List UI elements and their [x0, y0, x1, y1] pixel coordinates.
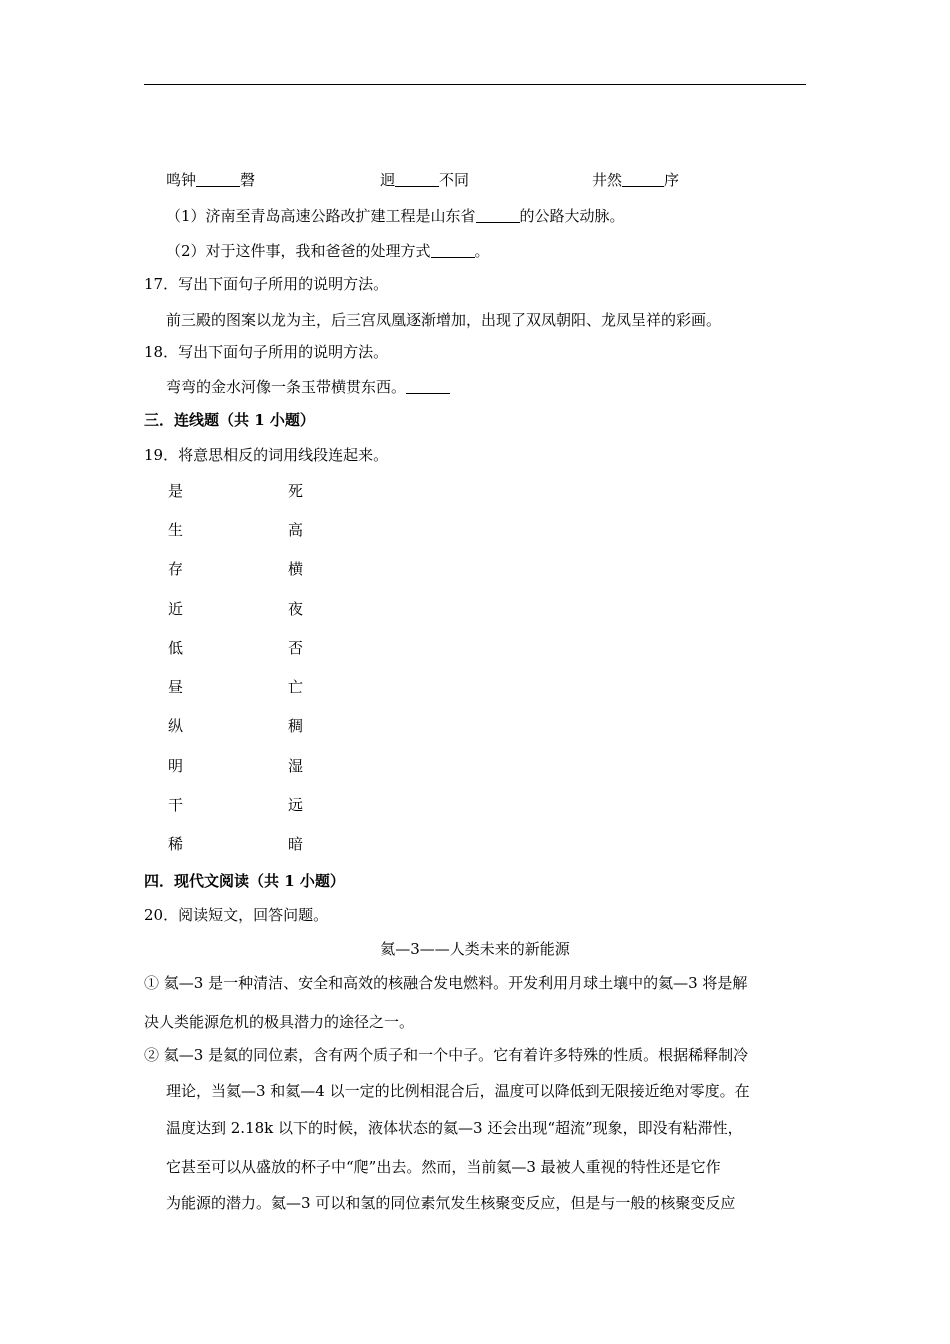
match-right-item[interactable]: 夜 — [288, 600, 304, 618]
paragraph-2-line: 它甚至可以从盛放的杯子中“爬”出去。然而，当前氦—3 最被人重视的特性还是它作 — [166, 1158, 721, 1176]
fill-item-1 — [166, 170, 255, 190]
fill-item-2-post: 不同 — [439, 171, 470, 189]
fill-blank[interactable] — [406, 379, 450, 394]
section-4-heading: 四．现代文阅读（共 1 小题） — [144, 872, 345, 890]
sentence-text: （2）对于这件事，我和爸爸的处理方式 — [166, 242, 431, 260]
match-right-item[interactable]: 高 — [288, 521, 304, 539]
fill-item-2-pre: 迥 — [380, 171, 396, 189]
fill-item-3 — [592, 170, 679, 190]
fill-blank[interactable] — [395, 172, 439, 187]
fill-item-2 — [380, 170, 469, 190]
sentence-text: （1）济南至青岛高速公路改扩建工程是山东省 — [166, 207, 476, 225]
fill-blank[interactable] — [622, 172, 664, 187]
paragraph-2-line: 为能源的潜力。氦—3 可以和氢的同位素氘发生核聚变反应，但是与一般的核聚变反应 — [166, 1194, 736, 1212]
q16-sentence-2 — [166, 241, 490, 261]
q17-title: 17．写出下面句子所用的说明方法。 — [144, 275, 389, 293]
match-right-item[interactable]: 横 — [288, 560, 304, 578]
match-left-item[interactable]: 稀 — [168, 835, 184, 853]
q18-text: 弯弯的金水河像一条玉带横贯东西。 — [166, 378, 407, 396]
fill-blank[interactable] — [476, 208, 520, 223]
header-rule — [144, 84, 806, 85]
match-right-item[interactable]: 亡 — [288, 678, 304, 696]
paragraph-2-line: ② 氦—3 是氦的同位素，含有两个质子和一个中子。它有着许多特殊的性质。根据稀释制冷 — [144, 1046, 749, 1064]
fill-item-1-post: 磬 — [240, 171, 256, 189]
fill-item-3-pre: 井然 — [592, 171, 623, 189]
sentence-text: 。 — [474, 242, 490, 260]
match-right-item[interactable]: 死 — [288, 482, 304, 500]
match-left-item[interactable]: 干 — [168, 796, 184, 814]
q16-sentence-1 — [166, 206, 625, 226]
match-right-item[interactable]: 湿 — [288, 757, 304, 775]
match-left-item[interactable]: 是 — [168, 482, 184, 500]
paragraph-2-line: 理论，当氦—3 和氦—4 以一定的比例相混合后，温度可以降低到无限接近绝对零度。在 — [166, 1082, 750, 1100]
match-right-item[interactable]: 暗 — [288, 835, 304, 853]
q20-title: 20．阅读短文，回答问题。 — [144, 906, 329, 924]
match-left-item[interactable]: 近 — [168, 600, 184, 618]
paragraph-2-line: 温度达到 2.18k 以下的时候，液体状态的氦—3 还会出现“超流”现象，即没有粘滞性， — [166, 1119, 743, 1137]
match-left-item[interactable]: 明 — [168, 757, 184, 775]
match-right-item[interactable]: 远 — [288, 796, 304, 814]
match-left-item[interactable]: 生 — [168, 521, 184, 539]
fill-item-3-post: 序 — [664, 171, 680, 189]
match-left-item[interactable]: 存 — [168, 560, 184, 578]
match-left-item[interactable]: 昼 — [168, 678, 184, 696]
match-left-item[interactable]: 纵 — [168, 717, 184, 735]
paragraph-1-line: 决人类能源危机的极具潜力的途径之一。 — [144, 1013, 415, 1031]
q18-line — [166, 377, 450, 397]
paragraph-1-line: ① 氦—3 是一种清洁、安全和高效的核融合发电燃料。开发利用月球土壤中的氦—3 将是解 — [144, 974, 748, 992]
q19-title: 19．将意思相反的词用线段连起来。 — [144, 446, 389, 464]
match-left-item[interactable]: 低 — [168, 639, 184, 657]
fill-item-1-pre: 鸣钟 — [166, 171, 197, 189]
match-right-item[interactable]: 否 — [288, 639, 304, 657]
section-3-heading: 三．连线题（共 1 小题） — [144, 411, 315, 429]
article-title: 氦—3——人类未来的新能源 — [380, 940, 570, 958]
fill-blank[interactable] — [431, 243, 475, 258]
sentence-text: 的公路大动脉。 — [519, 207, 625, 225]
match-right-item[interactable]: 稠 — [288, 717, 304, 735]
fill-blank[interactable] — [196, 172, 240, 187]
q17-text: 前三殿的图案以龙为主，后三宫凤凰逐渐增加，出现了双凤朝阳、龙凤呈祥的彩画。 — [166, 311, 722, 329]
q18-title: 18．写出下面句子所用的说明方法。 — [144, 343, 389, 361]
